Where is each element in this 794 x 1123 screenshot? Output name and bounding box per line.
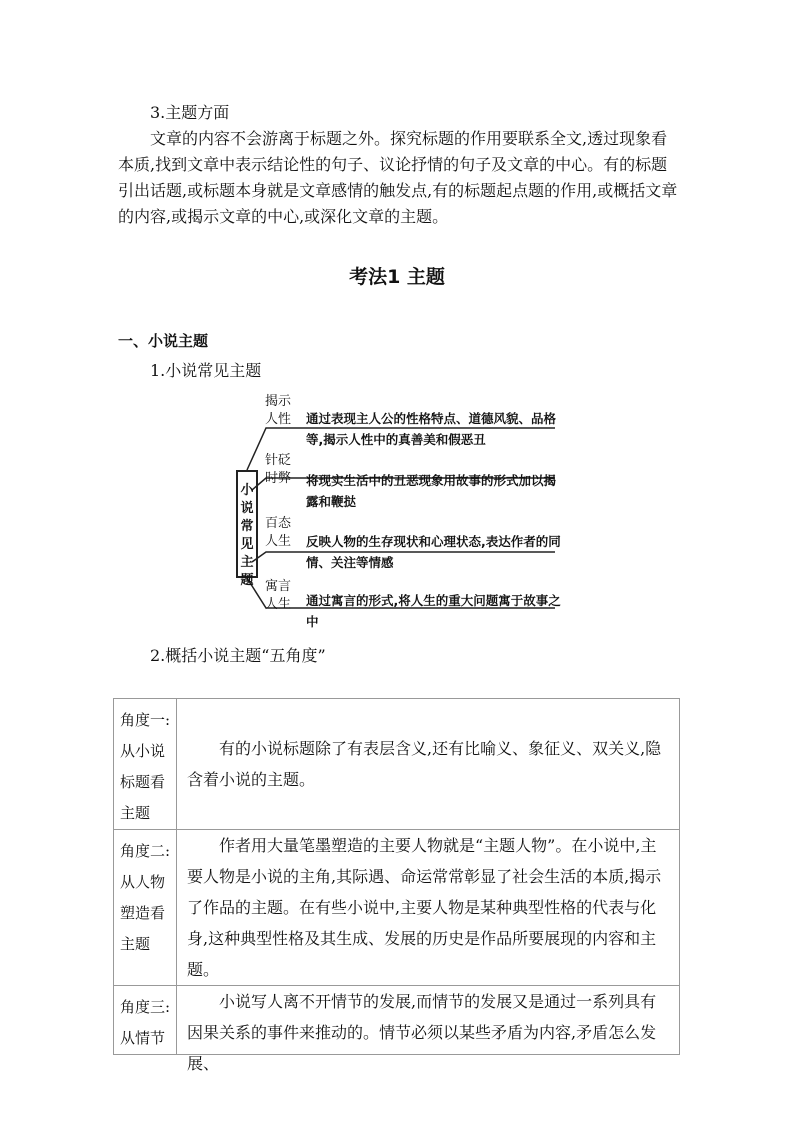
root-char: 题 <box>240 573 254 588</box>
content-text: 小说写人离不开情节的发展,而情节的发展又是通过一系列具有因果关系的事件来推动的。情节必须以某些矛盾为内容,矛盾怎么发展、 <box>187 992 657 1073</box>
table-row <box>114 986 680 1055</box>
five-angles-table <box>113 698 680 1073</box>
table-row <box>114 830 680 986</box>
intro-paragraph: 文章的内容不会游离于标题之外。探究标题的作用要联系全文,透过现象看本质,找到文章中表示结论性的句子、议论抒情的句子及文章的中心。有的标题引出话题,或标题本身就是文章感情的触发点,有的标题起点题的作用,或概括文章的内容,或揭示文章的中心,或深化文章的主题。 <box>118 129 678 226</box>
branch-desc-3: 反映人物的生存现状和心理状态,表达作者的同情、关注等情感 <box>306 534 561 570</box>
root-char: 见 <box>240 537 254 552</box>
branch-label-3: 百态 人生 <box>264 516 291 549</box>
angle-cell: 角度二:从人物塑造看主题 <box>114 830 177 986</box>
root-char: 常 <box>240 519 254 534</box>
content-cell: 有的小说标题除了有表层含义,还有比喻义、象征义、双关义,隐含着小说的主题。 <box>177 699 680 830</box>
part-heading: 一、小说主题 <box>118 332 209 350</box>
angle-cell <box>114 986 177 1055</box>
table-row <box>114 699 680 830</box>
diagram-root-box <box>236 470 258 588</box>
subheading-common-themes: 1.小说常见主题 <box>150 361 262 380</box>
branch-desc-2: 将现实生活中的丑恶现象用故事的形式加以揭露和鞭挞 <box>306 473 557 509</box>
branch-label-1: 揭示 人性 <box>264 394 291 427</box>
subheading-five-angles: 2.概括小说主题“五角度” <box>150 646 326 665</box>
angle-cell: 角度一:从小说标题看主题 <box>114 699 177 830</box>
section-title: 考法1 主题 <box>349 266 445 288</box>
root-char: 主 <box>240 555 254 570</box>
root-char: 小 <box>240 483 254 498</box>
branch-desc-1: 通过表现主人公的性格特点、道德风貌、品格等,揭示人性中的真善美和假恶丑 <box>306 411 557 447</box>
root-char: 说 <box>240 501 254 516</box>
content-cell: 作者用大量笔墨塑造的主要人物就是“主题人物”。在小说中,主要人物是小说的主角,其际遇、命运常常彰显了社会生活的本质,揭示了作品的主题。在有些小说中,主要人物是某种典型性格的代表与化身,这种典型性格及其生成、发展的历史是作品所要展现的内容和主题。 <box>177 830 680 986</box>
content-cell <box>177 986 680 1073</box>
branch-desc-4: 通过寓言的形式,将人生的重大问题寓于故事之中 <box>306 593 561 629</box>
subheading-theme-aspect: 3.主题方面 <box>150 103 230 122</box>
branch-label-4: 寓言 人生 <box>264 579 291 612</box>
branch-label-2: 针砭 时弊 <box>264 453 291 486</box>
angle-text: 角度三:从情节 <box>120 998 171 1047</box>
